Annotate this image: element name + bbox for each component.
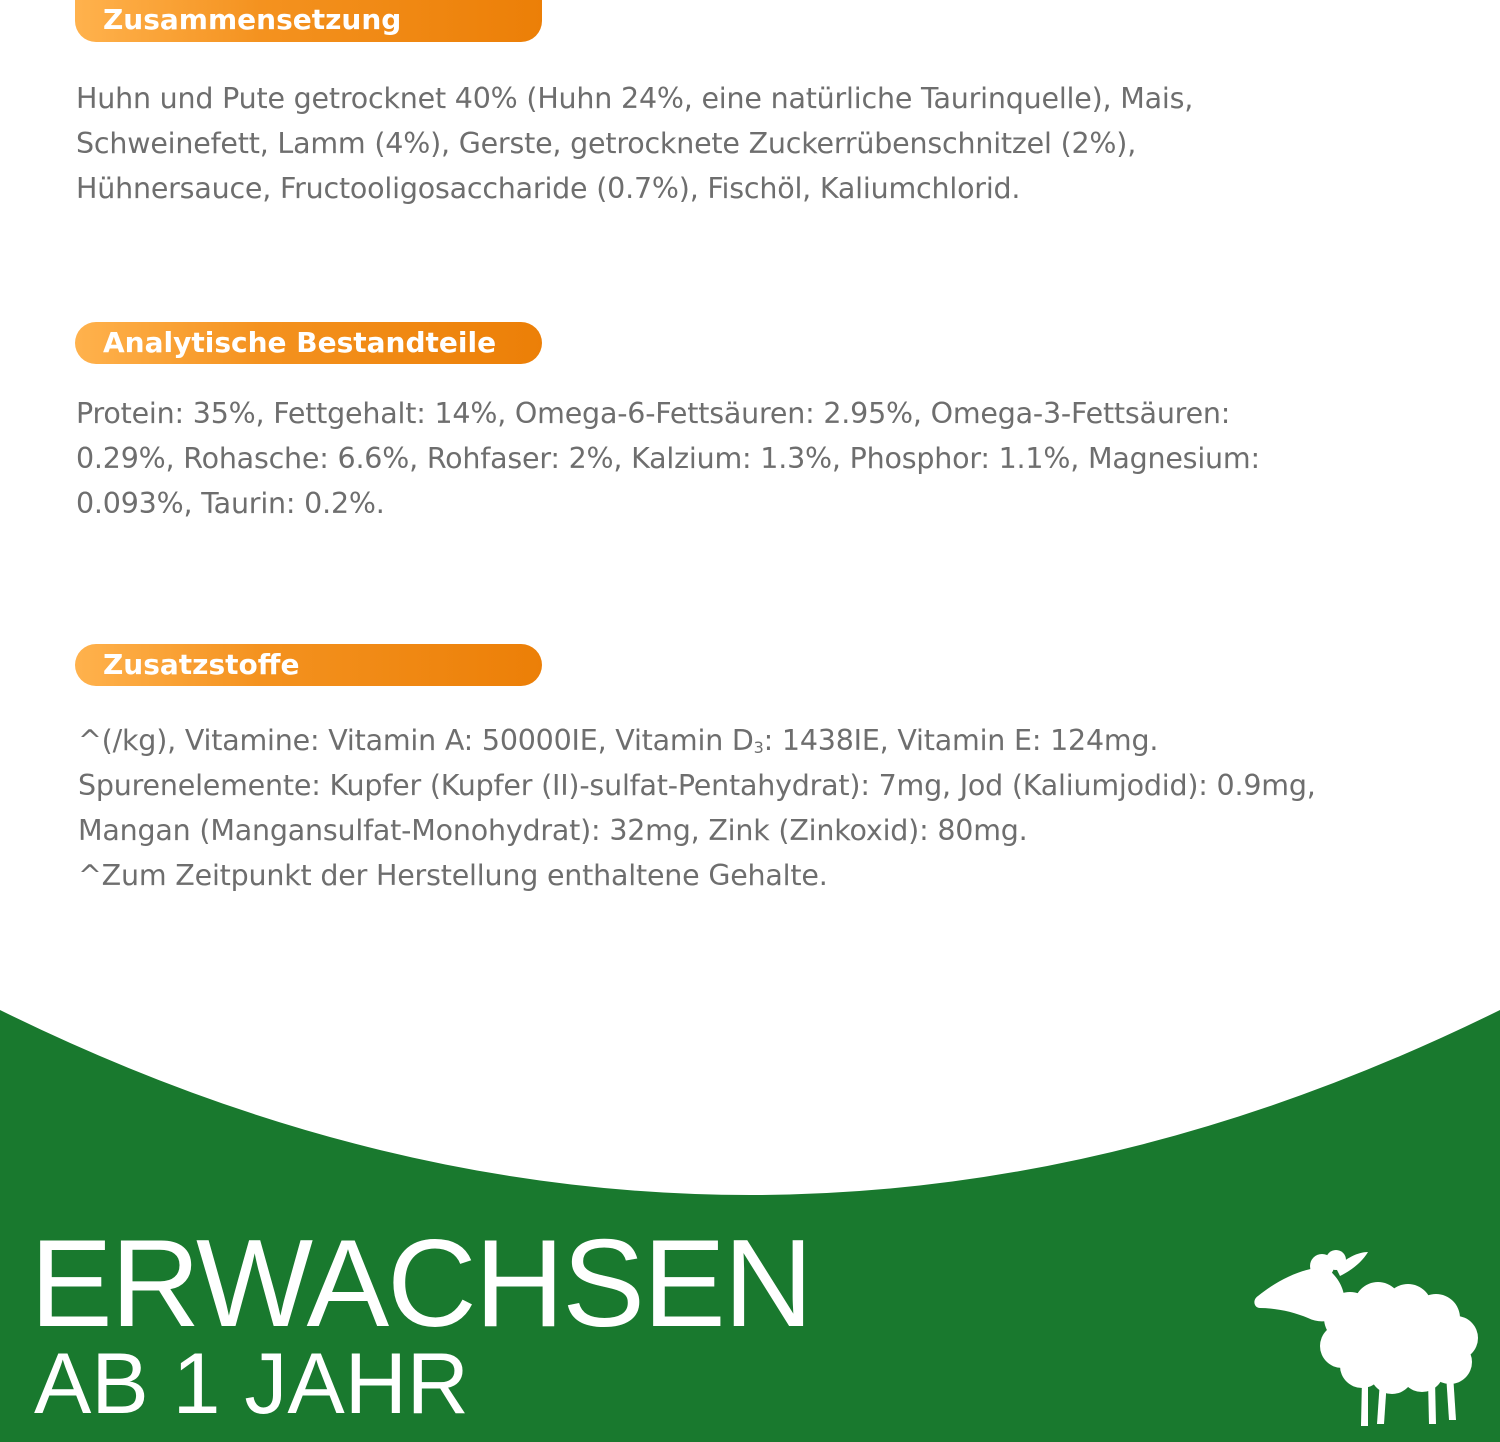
subscript: 3 xyxy=(753,738,764,757)
banner-subheadline: AB 1 JAHR xyxy=(34,1336,469,1432)
text-line xyxy=(78,718,1448,763)
text-line: Hühnersauce, Fructooligosaccharide (0.7%), Fischöl, Kaliumchlorid. xyxy=(76,172,1021,205)
text-line: 0.093%, Taurin: 0.2%. xyxy=(76,487,385,520)
section-body-zusammensetzung xyxy=(76,76,1446,211)
banner-headline: ERWACHSEN xyxy=(30,1215,812,1353)
section-heading-zusammensetzung: Zusammensetzung xyxy=(75,0,542,42)
text-line: Spurenelemente: Kupfer (Kupfer (II)-sulfat-Pentahydrat): 7mg, Jod (Kaliumjodid): 0.9mg, xyxy=(78,769,1316,802)
text-line: Protein: 35%, Fettgehalt: 14%, Omega-6-Fettsäuren: 2.95%, Omega-3-Fettsäuren: xyxy=(76,397,1231,430)
text-line: Mangan (Mangansulfat-Monohydrat): 32mg, Zink (Zinkoxid): 80mg. xyxy=(78,814,1028,847)
text-line: ^Zum Zeitpunkt der Herstellung enthaltene Gehalte. xyxy=(78,859,828,892)
text-line: Schweinefett, Lamm (4%), Gerste, getrocknete Zuckerrübenschnitzel (2%), xyxy=(76,127,1137,160)
section-heading-analytische-bestandteile: Analytische Bestandteile xyxy=(75,322,542,364)
section-heading-zusatzstoffe: Zusatzstoffe xyxy=(75,644,542,686)
text-line: Huhn und Pute getrocknet 40% (Huhn 24%, eine natürliche Taurinquelle), Mais, xyxy=(76,82,1194,115)
section-body-analytische-bestandteile xyxy=(76,391,1446,526)
text-fragment: : 1438IE, Vitamin E: 124mg. xyxy=(763,724,1159,757)
text-fragment: ^(/kg), Vitamine: Vitamin A: 50000IE, Vitamin D xyxy=(78,724,754,757)
text-line: 0.29%, Rohasche: 6.6%, Rohfaser: 2%, Kalzium: 1.3%, Phosphor: 1.1%, Magnesium: xyxy=(76,442,1260,475)
section-body-zusatzstoffe xyxy=(78,718,1448,898)
sheep-icon xyxy=(1250,1238,1490,1428)
